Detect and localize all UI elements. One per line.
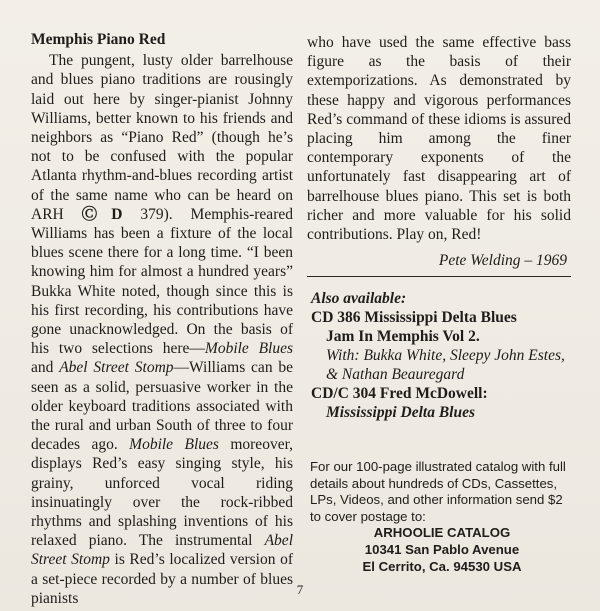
article-title: Memphis Piano Red [31,31,166,48]
body-run: moreover, displays Red’s easy singing style, his grainy, unforced vocal riding insinuatingly over the rock-ribbed rhythms and splashing inventions of his relaxed piano. The instrumental [31,436,293,550]
body-run: 379). Memphis-reared Williams has been a fixture of the local blues scene there for a long time. “I been knowing him for almost a hundred years” Bukka White noted, though since this is his first recording, his contributions have gone unacknowledged. On the basis of his two selections here— [31,205,293,358]
catalog-name: ARHOOLIE CATALOG [373,525,511,541]
article-body [31,51,293,608]
catalog-city: El Cerrito, Ca. 94530 USA [362,558,522,574]
catalog-offer [310,459,574,575]
body-run: is Red’s localized version of a set-piece recorded by a number of blues pianists [31,551,293,607]
release-subtitle: Mississippi Delta Blues [326,404,475,421]
release-title: CD 386 Mississippi Delta Blues [311,309,517,326]
also-available-label: Also available: [311,290,407,307]
body-run: and [31,359,60,377]
body-run: —Williams can be seen as a solid, persuasive worker in the older keyboard traditions associated with the rural and urban South of three to four decades ago. [31,359,294,454]
section-divider [307,276,571,277]
release-subtitle: Jam In Memphis Vol 2. [326,328,480,345]
article-continuation: who have used the same effective bass figure as the basis of their extemporizations. As demonstrated by these happy and vigorous performances Red’s command of these idioms is assured placing him among the finer contemporary exponents of the unfortunately fast disappearing art of barrelhouse blues piano. This set is both richer and more valuable for his solid contributions. Play on, Red! [307,34,571,244]
body-run: The pungent, lusty older barrelhouse and blues piano traditions are rousingly laid out here by singer-pianist Johnny Williams, better known to his friends and neighbors as “Piano Red” (though he’s not to be confused with the popular Atlanta rhythm-and-blues recording artist of the same name who can be heard on ARH [31,52,293,223]
catalog-description: For our 100-page illustrated catalog with full details about hundreds of CDs, Cassettes, LPs, Videos, and other information send $2 to cover postage to: [310,459,566,524]
song-title: Abel Street Stomp [31,532,293,569]
page-number: 7 [296,582,304,597]
also-available-section [311,289,573,422]
song-title: Mobile Blues [204,340,294,358]
cd-logo-icon: ⒸD [81,205,123,223]
liner-notes-right-column [307,33,571,270]
release-artists: With: Bukka White, Sleepy John Estes, & Nathan Beauregard [326,347,565,383]
author-signature: Pete Welding – 1969 [438,252,567,270]
song-title: Mobile Blues [129,436,219,454]
release-title: CD/C 304 Fred McDowell: [311,385,488,402]
song-title: Abel Street Stomp [59,359,174,377]
liner-notes-left-column [31,30,293,608]
catalog-street: 10341 San Pablo Avenue [364,541,520,557]
